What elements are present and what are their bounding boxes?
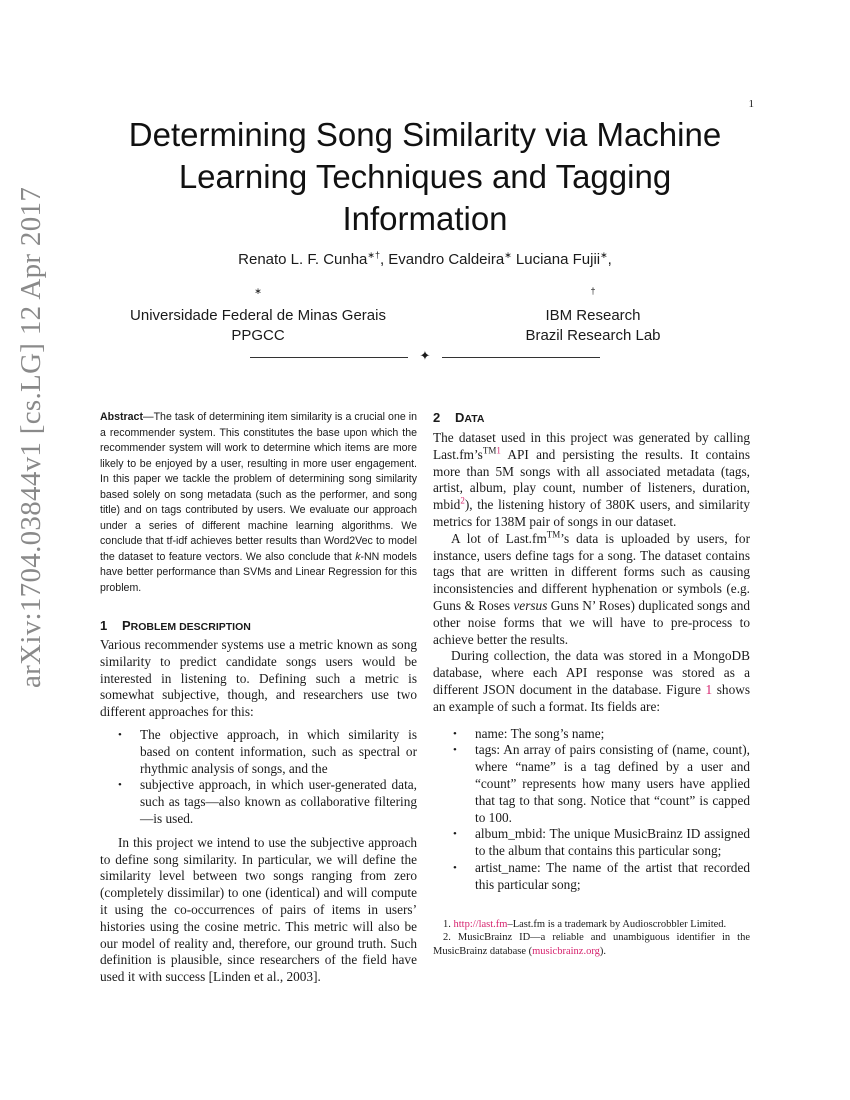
affiliation-name: IBM Research — [545, 307, 641, 324]
paper-title — [100, 114, 750, 240]
author-name: , Evandro Caldeira — [379, 251, 505, 268]
abstract-k: k — [355, 550, 361, 563]
footnote: 1. http://last.fm–Last.fm is a trademark by Audioscrobbler Limited. — [443, 918, 727, 930]
author-name: Renato L. F. Cunha — [238, 251, 368, 268]
bullet-list — [118, 726, 417, 828]
section-title-rest: ROBLEM DESCRIPTION — [130, 621, 251, 633]
section-number: 2 — [433, 410, 441, 425]
abstract-text: —The task of determining item similarity is a crucial one in a recommender system. This constitutes the base upon which the recommender system will work to determine which items are more likely to be enjoyed by a user, resulting in more user engagement. In this paper we tackle the problem of determining song similarity based solely on song metadata (such as the performer, and song title) and on tags contributed by users. We evaluate our approach under a series of different machine learning algorithms. We conclude that tf-idf achieves better results than Word2Vec to model the dataset to feature vectors. We also conclude that — [100, 411, 417, 563]
trademark-mark: TM — [482, 445, 497, 456]
title-line: Information — [342, 200, 508, 237]
affiliation-dept: Brazil Research Lab — [525, 327, 661, 344]
list-item-text: tags: An array of pairs consisting of (name, count), where “name” is a tag defined by a user and “count” represents how many users have applied that tag to that song. Notice that “count” is capped to 100. — [475, 742, 750, 825]
affiliation-right — [478, 286, 708, 346]
footnote: 2. MusicBrainz ID—a reliable and unambiguous identifier in the MusicBrainz database (musicbrainz.org). — [433, 932, 750, 957]
list-item: • artist_name: The name of the artist that recorded this particular song; — [453, 859, 750, 892]
title-line: Learning Techniques and Tagging — [178, 158, 672, 195]
emphasis-versus: versus — [513, 597, 548, 613]
section-title-initial: P — [122, 618, 131, 633]
field-list — [453, 725, 750, 894]
list-item: • subjective approach, in which user-generated data, such as tags—also known as collaborative filtering—is used. — [118, 777, 417, 826]
list-item-text: album_mbid: The unique MusicBrainz ID assigned to the album that contains this particular song; — [475, 826, 750, 859]
trademark-mark: TM — [546, 529, 561, 540]
section-heading — [100, 618, 417, 633]
paragraph: In this project we intend to use the subjective approach to define song similarity. In particular, we will define the similarity level between two songs ranging from zero (completely dissimilar) to one (identical) and will compute it using the co-occurrences of pairs of items in users’ histories using the cosine metric. This metric will also be our model of reality and, therefore, our ground truth. Such definition is plausible, since researchers of the field have used it with success [Linden et al., 2003]. — [100, 834, 417, 985]
author-marks: ∗ — [600, 250, 608, 260]
section-number: 1 — [100, 618, 108, 633]
author-list — [100, 251, 750, 268]
divider-star-icon: ✦ — [419, 349, 431, 364]
author-marks: ∗† — [367, 250, 380, 260]
author-list-end: , — [607, 251, 612, 268]
footnotes — [433, 918, 750, 959]
list-item: • name: The song’s name; — [453, 725, 605, 741]
footnote-ref[interactable]: 1 — [496, 445, 501, 456]
figure-ref-link[interactable]: 1 — [705, 681, 713, 697]
author-marks: ∗ — [504, 250, 512, 260]
section-divider — [250, 349, 600, 366]
footnote-ref[interactable]: 2 — [460, 495, 465, 506]
abstract — [100, 410, 417, 596]
section-heading — [433, 410, 750, 425]
paragraph: Various recommender systems use a metric known as song similarity to predict candidate songs users would be interested in listening to. Defining such a metric is somewhat subjective, though, and researchers use two different approaches for this: — [100, 637, 417, 720]
list-item: • album_mbid: The unique MusicBrainz ID assigned to the album that contains this particular song; — [453, 826, 750, 859]
abstract-label: Abstract — [100, 411, 143, 423]
affiliation-name: Universidade Federal de Minas Gerais — [130, 307, 386, 324]
footnote-link[interactable]: http://last.fm — [453, 918, 508, 930]
list-item-text: name: The song’s name; — [475, 725, 605, 741]
title-line: Determining Song Similarity via Machine — [128, 116, 722, 153]
list-item: • The objective approach, in which similarity is based on content information, such as spectral or rhythmic analysis of songs, and the — [118, 726, 417, 776]
affiliation-left — [118, 286, 398, 346]
footnote-link[interactable]: musicbrainz.org — [532, 945, 600, 957]
page-number: 1 — [748, 98, 754, 110]
section-title-rest: ATA — [464, 413, 485, 425]
affiliation-mark: ∗ — [254, 286, 262, 296]
affiliation-mark: † — [590, 286, 596, 296]
list-item-text: subjective approach, in which user-generated data, such as tags—also known as collaborative filtering—is used. — [140, 777, 417, 826]
section-title-initial: D — [455, 410, 465, 425]
right-column — [433, 410, 750, 958]
divider-line — [442, 357, 600, 358]
left-column — [100, 410, 417, 986]
list-item-text: artist_name: The name of the artist that recorded this particular song; — [475, 859, 750, 892]
divider-line — [250, 357, 408, 358]
arxiv-stamp: arXiv:1704.03844v1 [cs.LG] 12 Apr 2017 — [15, 186, 47, 688]
abstract-text-end: -NN models have better performance than SVMs and Linear Regression for this problem. — [100, 550, 417, 594]
author-name: Luciana Fujii — [511, 251, 601, 268]
paragraph: A lot of Last.fm™’s data is uploaded by users, for instance, users define tags for a song. The dataset contains tags that are written in different forms such as causing inconsistencies and different hyphenation or symbols (e.g. Guns & Roses versus Guns N’ Roses) duplicated songs and other noise forms that we will have to pre-process to achieve better the results. — [433, 529, 750, 647]
affiliation-dept: PPGCC — [231, 327, 285, 344]
list-item: • tags: An array of pairs consisting of (name, count), where “name” is a tag defined by a user and “count” represents how many users have applied that tag to that song. Notice that “count” is capped to 100. — [453, 742, 750, 825]
list-item-text: The objective approach, in which similarity is based on content information, such as spectral or rhythmic analysis of songs, and the — [140, 726, 417, 776]
paragraph: The dataset used in this project was generated by calling $Last.fm’s^{TM1}$ API and persisting the results. It contains more than 5M songs with all associated metadata (tags, artist, album, play count, number of listeners, duration, mbid$^2$), the listening history of 380K users, and similarity metrics for 138M pair of songs in our dataset. — [433, 430, 750, 529]
paragraph: During collection, the data was stored in a MongoDB database, where each API response was stored as a different JSON document in the database. Figure 1 shows an example of such a format. Its fields are: — [433, 648, 750, 714]
